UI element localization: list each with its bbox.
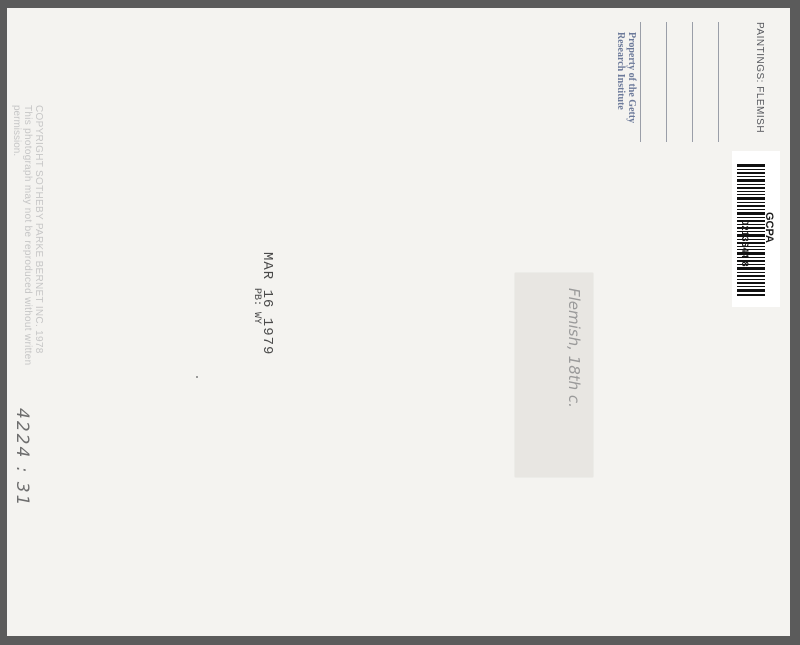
ruled-line	[692, 22, 693, 142]
copyright-line3: permission.	[11, 105, 22, 157]
barcode-number: 0213644 8	[740, 220, 750, 268]
ink-speck	[196, 376, 198, 378]
ownership-stamp-line2: Research Institute	[615, 32, 626, 110]
ruled-line	[640, 22, 641, 142]
attached-note-text: Flemish, 18th c.	[565, 288, 583, 408]
photo-card-back	[7, 8, 790, 636]
copyright-line1: COPYRIGHT SOTHEBY PARKE BERNET INC. 1978	[33, 105, 44, 354]
date-stamp: MAR 16 1979	[259, 252, 275, 356]
ownership-stamp-line1: Property of the Getty	[626, 32, 637, 124]
initials-stamp: PB: WY	[251, 288, 262, 325]
category-heading: PAINTINGS: FLEMISH	[754, 22, 765, 134]
ruled-line	[666, 22, 667, 142]
accession-number: 4224 : 31	[12, 408, 32, 508]
copyright-line2: This photograph may not be reproduced without written	[22, 105, 33, 366]
ruled-line	[718, 22, 719, 142]
barcode-gcpa-label: GCPA	[763, 212, 775, 243]
